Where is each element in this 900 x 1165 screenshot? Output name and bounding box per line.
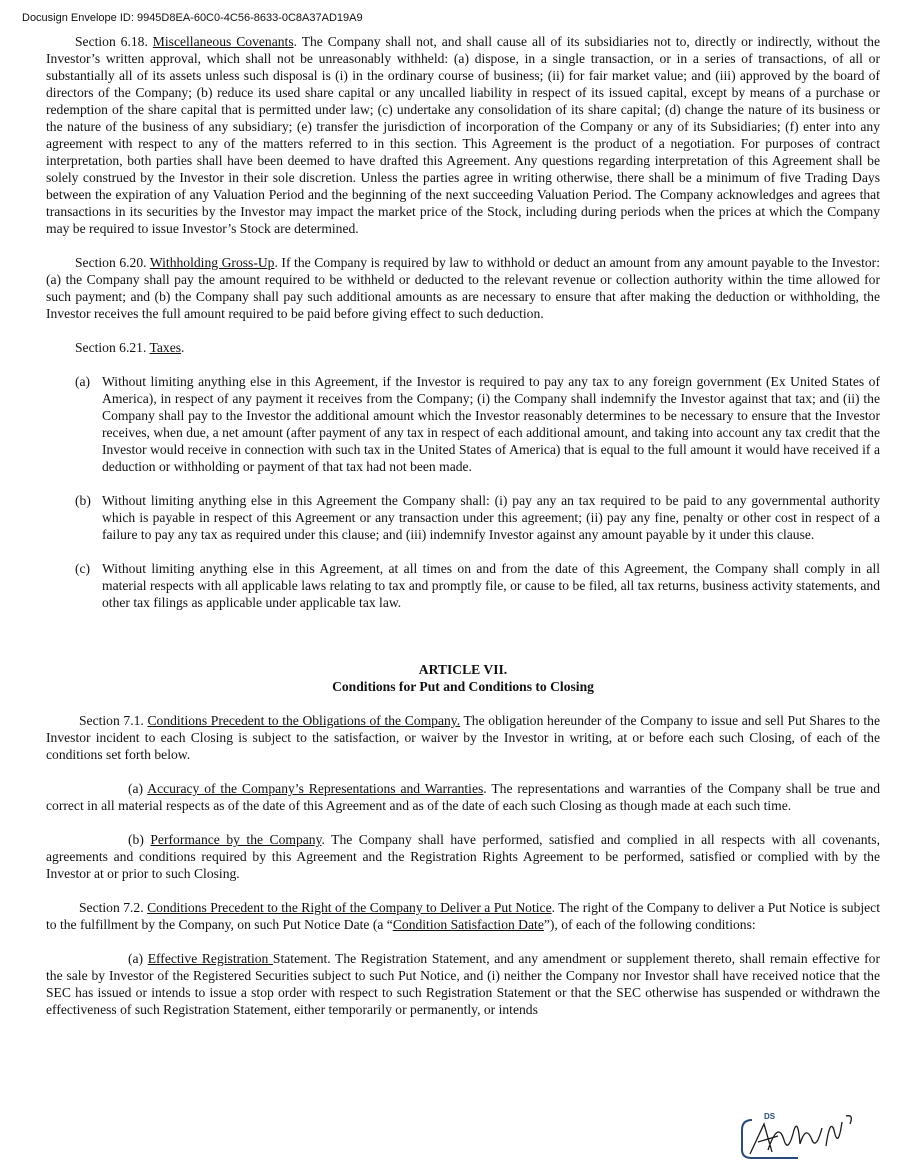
section-number: Section 7.1. xyxy=(79,713,144,728)
section-6-21: Section 6.21. Taxes. xyxy=(75,340,185,355)
section-6-20 xyxy=(46,254,880,322)
section-title: Taxes xyxy=(149,340,182,355)
section-number: Section 6.20. xyxy=(75,255,147,270)
list-text: Without limiting anything else in this Agreement the Company shall: (i) pay any an tax required to be paid to any governmental authority which is payable in respect of this Agreement or any transaction under this agreement; (ii) pay any fine, penalty or other cost in respect of a failure to pay any tax as required under this clause; and (iii) indemnify Investor against any amount payable by it under this clause. xyxy=(102,493,880,542)
envelope-id: Docusign Envelope ID: 9945D8EA-60C0-4C56-8633-0C8A37AD19A9 xyxy=(22,12,363,24)
subsection-text: . The representations and warranties of the Company shall be true and correct in all material respects as of the date of this Agreement and as of the date of each such Closing as though made at each such time. xyxy=(46,781,880,813)
list-item xyxy=(46,492,880,543)
section-number: Section 6.21. xyxy=(75,340,147,355)
section-title: Miscellaneous Covenants xyxy=(152,34,294,49)
list-label: (c) xyxy=(75,561,91,576)
section-text: . The right of the Company to deliver a Put Notice is subject to the fulfillment by the Company, on such Put Notice Date (a “ xyxy=(46,900,880,932)
defined-term: Condition Satisfaction Date xyxy=(392,917,544,932)
list-label: (a) xyxy=(128,951,144,966)
section-7-2 xyxy=(46,899,880,933)
article-title: Conditions for Put and Conditions to Closing xyxy=(332,679,594,694)
section-7-1-b xyxy=(46,831,880,882)
list-label: (a) xyxy=(75,374,91,389)
subsection-text: Statement. The Registration Statement, and any amendment or supplement thereto, shall remain effective for the sale by Investor of the Registered Securities subject to such Put Notice, and (i) neither the Company nor Investor shall have received notice that the SEC has issued or intends to issue a stop order with respect to such Registration Statement or that the SEC otherwise has suspended or withdrawn the effectiveness of such Registration Statement, either temporarily or permanently, or intends xyxy=(46,951,880,1017)
subsection-title: Performance by the Company xyxy=(150,832,322,847)
list-text: Without limiting anything else in this Agreement, at all times on and from the date of this Agreement, the Company shall comply in all material respects with all applicable laws relating to tax and promptly file, or cause to be filed, all tax returns, business activity statements, and other tax filings as applicable under applicable tax law. xyxy=(102,561,880,610)
section-7-2-a xyxy=(46,950,880,1018)
subsection-title: Effective Registration xyxy=(147,951,273,966)
ds-stamp: DS xyxy=(764,1112,776,1121)
subsection-text: . The Company shall have performed, satisfied and complied in all respects with all covenants, agreements and conditions required by this Agreement and the Registration Rights Agreement to be performed, satisfied or complied with by the Investor at or prior to such Closing. xyxy=(46,832,880,881)
article-number: ARTICLE VII. xyxy=(418,662,508,677)
section-7-1-a xyxy=(46,780,880,814)
section-text: The obligation hereunder of the Company to issue and sell Put Shares to the Investor incident to each Closing is subject to the satisfaction, or waiver by the Investor in writing, at or before each such Closing, of each of the conditions set forth below. xyxy=(46,713,880,762)
initials-signature-icon xyxy=(750,1116,851,1154)
section-title: Conditions Precedent to the Obligations of the Company. xyxy=(147,713,461,728)
list-item xyxy=(46,373,880,475)
section-title: Conditions Precedent to the Right of the Company to Deliver a Put Notice xyxy=(147,900,552,915)
section-title: Withholding Gross-Up xyxy=(149,255,275,270)
section-text: . If the Company is required by law to withhold or deduct an amount from any amount payable to the Investor: (a) the Company shall pay the amount required to be withheld or deducted to the relevant revenue or collection authority within the time allowed for such payment; and (b) the Company shall pay such additional amounts as are necessary to ensure that after making the deduction or withholding, the Investor receives the full amount required to be paid before giving effect to such deduction. xyxy=(46,255,880,321)
list-text: Without limiting anything else in this Agreement, if the Investor is required to pay any tax to any foreign government (Ex United States of America), in respect of any payment it receives from the Company; (i) the Company shall indemnify the Investor against that tax; and (ii) the Company shall pay to the Investor the additional amount which the Investor reasonably determines to be necessary to ensure that the Investor receives, when due, a net amount (after payment of any tax in respect of each additional amount, and taking into account any tax credit that the Investor would receive in connection with such tax in the United States of America) that is equal to the full amount it would have received if a deduction or withholding or payment of that tax had not been made. xyxy=(102,374,880,474)
list-item xyxy=(46,560,880,611)
subsection-title: Accuracy of the Company’s Representations and Warranties xyxy=(147,781,484,796)
section-number: Section 7.2. xyxy=(79,900,144,915)
section-6-18 xyxy=(46,33,880,237)
list-label: (b) xyxy=(128,832,144,847)
document-body xyxy=(46,33,880,1018)
list-label: (a) xyxy=(128,781,144,796)
docusign-initials xyxy=(738,1110,878,1160)
section-7-1 xyxy=(46,712,880,763)
article-heading xyxy=(46,661,880,695)
section-text: . The Company shall not, and shall cause all of its subsidiaries not to, directly or indirectly, without the Investor’s written approval, which shall not be unreasonably withheld: (a) dispose, in a single transaction, or in a series of transactions, of all or substantially all of its assets unless such disposal is (i) in the ordinary course of business; (ii) for fair market value; and (iii) approved by the board of directors of the Company; (b) reduce its used share capital or any uncalled liability in respect of its issued capital, except by means of a purchase or redemption of the share capital that is permitted under law; (c) undertake any consolidation of its share capital; (d) change the nature of its business or the nature of the business of any subsidiary; (e) transfer the jurisdiction of incorporation of the Company or any of its Subsidiaries; (f) enter into any agreement with respect to any of the matters referred to in this section. This Agreement is the product of a negotiation. For purposes of contract interpretation, both parties shall have been deemed to have drafted this Agreement. Any questions regarding interpretation of this Agreement shall be solely construed by the Investor in their sole discretion. Unless the parties agree in writing otherwise, there shall be a minimum of five Trading Days between the expiration of any Valuation Period and the beginning of the next succeeding Valuation Period. The Company acknowledges and agrees that transactions in its securities by the Investor may impact the market price of the Stock, including during periods when the prices at which the Company may be required to issue Investor’s Stock are determined. xyxy=(46,34,880,236)
list-label: (b) xyxy=(75,493,91,508)
section-text: ”), of each of the following conditions: xyxy=(543,917,756,932)
section-number: Section 6.18. xyxy=(75,34,148,49)
